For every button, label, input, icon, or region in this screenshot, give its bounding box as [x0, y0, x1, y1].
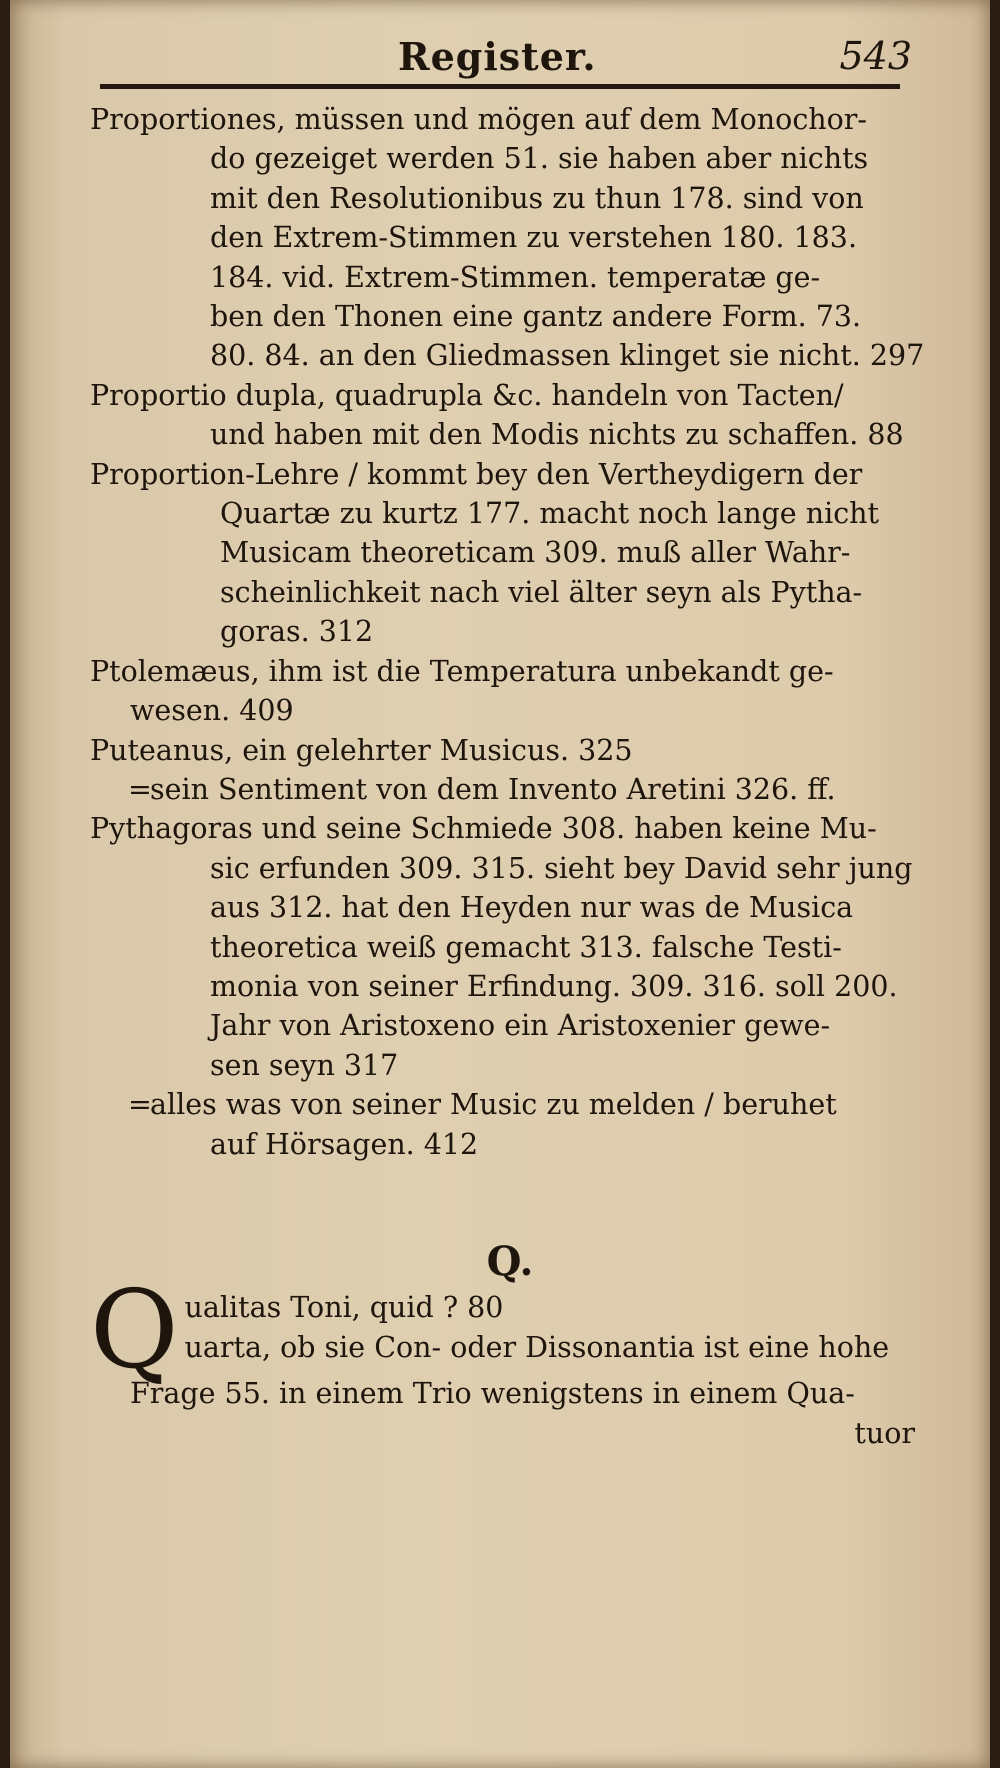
register-entry [90, 652, 925, 731]
register-entry [90, 100, 925, 376]
entry-line: und haben mit den Modis nichts zu schaffen. 88 [210, 418, 904, 452]
entry-line: Pythagoras und seine Schmiede 308. haben keine Mu- [90, 812, 877, 846]
register-entry [90, 1085, 925, 1164]
register-entry [90, 455, 925, 652]
register-entry [90, 770, 925, 809]
entry-line: Proportion-Lehre / kommt bey den Vertheydigern der [90, 457, 863, 491]
entry-line: sic erfunden 309. 315. sieht bey David sehr jung [210, 851, 913, 885]
entry-line: Musicam theoreticam 309. muß aller Wahr- [220, 536, 851, 570]
entry-line: theoretica weiß gemacht 313. falsche Testi- [210, 930, 842, 964]
q-entries [90, 1268, 925, 1454]
register-entry [90, 376, 925, 455]
entry-line: Ptolemæus, ihm ist die Temperatura unbekandt ge- [90, 654, 834, 688]
entry-line: sein Sentiment von dem Invento Aretini 326. ff. [150, 772, 836, 806]
drop-cap: Q [90, 1268, 179, 1393]
entry-line: Frage 55. in einem Trio wenigstens in einem Qua- [130, 1377, 855, 1410]
entry-line: do gezeiget werden 51. sie haben aber nichts [210, 142, 869, 176]
entry-line: Quartæ zu kurtz 177. macht noch lange nicht [220, 497, 879, 531]
entry-line: monia von seiner Erfindung. 309. 316. soll 200. [210, 969, 898, 1003]
entry-line: tuor [854, 1417, 915, 1450]
entry-line: Puteanus, ein gelehrter Musicus. 325 [90, 733, 633, 767]
book-page [10, 0, 990, 1768]
entry-line: sen seyn 317 [210, 1048, 399, 1082]
entry-line: ualitas Toni, quid ? 80 [184, 1291, 504, 1324]
header-rule [100, 84, 900, 89]
entry-line: aus 312. hat den Heyden nur was de Musica [210, 891, 854, 925]
entry-line: den Extrem-Stimmen zu verstehen 180. 183. [210, 221, 857, 255]
register-entry [90, 731, 925, 770]
entry-line: alles was von seiner Music zu melden / beruhet [150, 1088, 837, 1122]
entry-line: Proportiones, müssen und mögen auf dem Monochor- [90, 103, 868, 136]
entry-line: uarta, ob sie Con- oder Dissonantia ist eine hohe [184, 1331, 890, 1364]
section-letter: Q. [486, 1238, 534, 1285]
entry-line: scheinlichkeit nach viel älter seyn als Pytha- [220, 575, 863, 609]
entry-line: Proportio dupla, quadrupla &c. handeln von Tacten/ [90, 378, 844, 412]
entry-line: auf Hörsagen. 412 [210, 1127, 479, 1161]
entry-line: Jahr von Aristoxeno ein Aristoxenier gewe- [210, 1009, 831, 1043]
entry-line: goras. 312 [220, 615, 374, 649]
running-title: Register. [398, 34, 597, 79]
page-header [10, 28, 990, 78]
entry-line: wesen. 409 [130, 694, 294, 728]
register-entries [90, 100, 925, 1164]
register-entry [90, 809, 925, 1085]
ditto-mark: = [128, 1088, 152, 1122]
entry-line: 80. 84. an den Gliedmassen klinget sie nicht. 297 [210, 339, 925, 373]
entry-line: ben den Thonen eine gantz andere Form. 73. [210, 300, 862, 334]
entry-line: 184. vid. Extrem-Stimmen. temperatæ ge- [210, 260, 821, 294]
entry-line: mit den Resolutionibus zu thun 178. sind von [210, 181, 864, 215]
ditto-mark: = [128, 772, 152, 806]
page-number: 543 [839, 34, 912, 78]
